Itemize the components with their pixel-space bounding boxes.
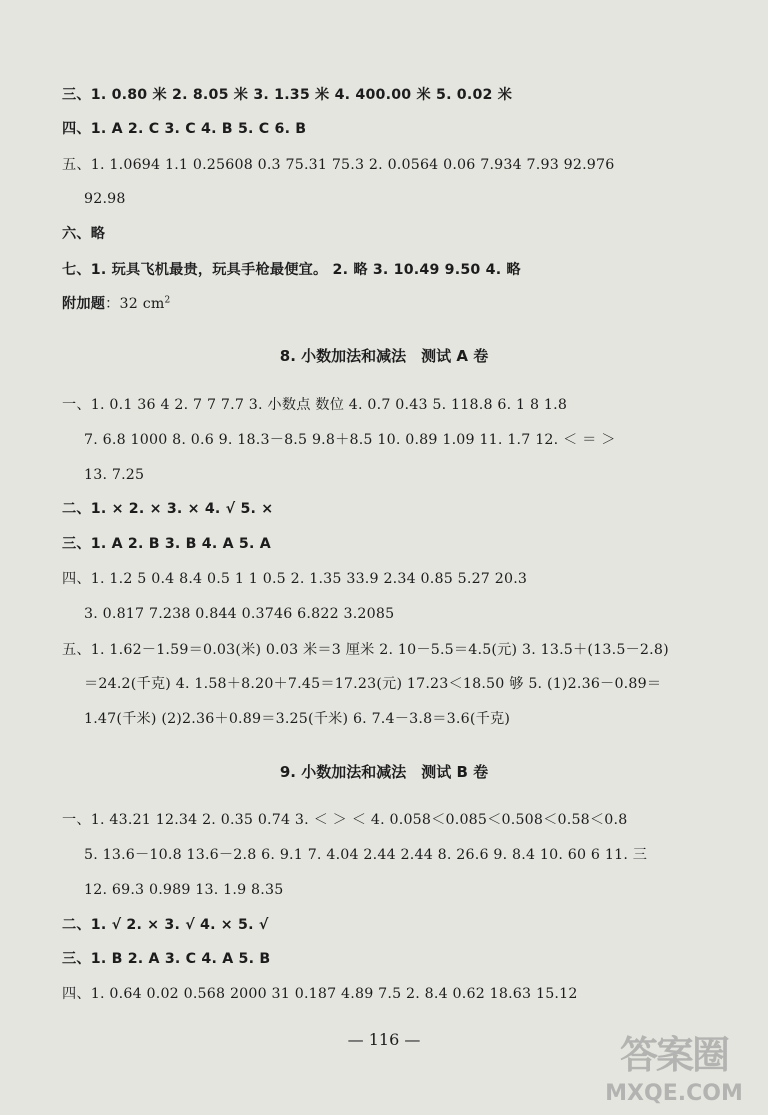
answer-line: 13. 7.25 [84, 467, 145, 483]
answer-line: 四、1. A 2. C 3. C 4. B 5. C 6. B [62, 121, 307, 137]
answer-line: 7. 6.8 1000 8. 0.6 9. 18.3－8.5 9.8＋8.5 10. 0.89 1.09 11. 1.7 12. ＜ ＝ ＞ [84, 432, 616, 448]
answer-line: 三、1. 0.80 米 2. 8.05 米 3. 1.35 米 4. 400.00 米 5. 0.02 米 [62, 87, 513, 103]
answer-line: 一、1. 43.21 12.34 2. 0.35 0.74 3. ＜ ＞ ＜ 4. 0.058＜0.085＜0.508＜0.58＜0.8 [62, 812, 628, 828]
bonus-line [62, 295, 170, 313]
watermark-logo [594, 1031, 754, 1109]
answer-line: 五、1. 1.0694 1.1 0.25608 0.3 75.31 75.3 2. 0.0564 0.06 7.934 7.93 92.976 [62, 157, 615, 173]
answer-line: 1.47(千米) (2)2.36＋0.89＝3.25(千米) 6. 7.4－3.8＝3.6(千克) [84, 711, 511, 727]
answer-line: 二、1. √ 2. × 3. √ 4. × 5. √ [62, 917, 269, 933]
answer-line: 六、略 [62, 226, 106, 242]
answer-line: 三、1. A 2. B 3. B 4. A 5. A [62, 536, 271, 552]
section-title: 9. 小数加法和减法 测试 B 卷 [279, 763, 489, 781]
answer-line: 12. 69.3 0.989 13. 1.9 8.35 [84, 882, 284, 898]
answer-line: 二、1. × 2. × 3. × 4. √ 5. × [62, 501, 274, 517]
answer-line: 92.98 [84, 191, 126, 207]
bonus-superscript: 2 [164, 295, 171, 306]
answer-line: 四、1. 0.64 0.02 0.568 2000 31 0.187 4.89 7.5 2. 8.4 0.62 18.63 15.12 [62, 986, 578, 1002]
page-number: — 116 — [347, 1030, 421, 1049]
watermark-url: MXQE.COM [605, 1081, 743, 1106]
answer-line: ＝24.2(千克) 4. 1.58＋8.20＋7.45＝17.23(元) 17.23＜18.50 够 5. (1)2.36－0.89＝ [84, 676, 662, 692]
answer-line: 三、1. B 2. A 3. C 4. A 5. B [62, 951, 271, 967]
answer-line: 3. 0.817 7.238 0.844 0.3746 6.822 3.2085 [84, 606, 395, 622]
bonus-value: ：32 cm [105, 296, 165, 312]
watermark-text: 答案圈 [619, 1033, 728, 1077]
section-title: 8. 小数加法和减法 测试 A 卷 [279, 347, 489, 365]
answer-line: 五、1. 1.62－1.59＝0.03(米) 0.03 米＝3 厘米 2. 10－5.5＝4.5(元) 3. 13.5＋(13.5－2.8) [62, 642, 669, 658]
answer-line: 一、1. 0.1 36 4 2. 7 7 7.7 3. 小数点 数位 4. 0.7 0.43 5. 118.8 6. 1 8 1.8 [62, 397, 568, 413]
bonus-label: 附加题 [62, 296, 106, 312]
answer-line: 5. 13.6－10.8 13.6－2.8 6. 9.1 7. 4.04 2.44 2.44 8. 26.6 9. 8.4 10. 60 6 11. 三 [84, 847, 648, 863]
answer-line: 四、1. 1.2 5 0.4 8.4 0.5 1 1 0.5 2. 1.35 33.9 2.34 0.85 5.27 20.3 [62, 571, 528, 587]
answer-line: 七、1. 玩具飞机最贵，玩具手枪最便宜。 2. 略 3. 10.49 9.50 4. 略 [62, 262, 521, 278]
